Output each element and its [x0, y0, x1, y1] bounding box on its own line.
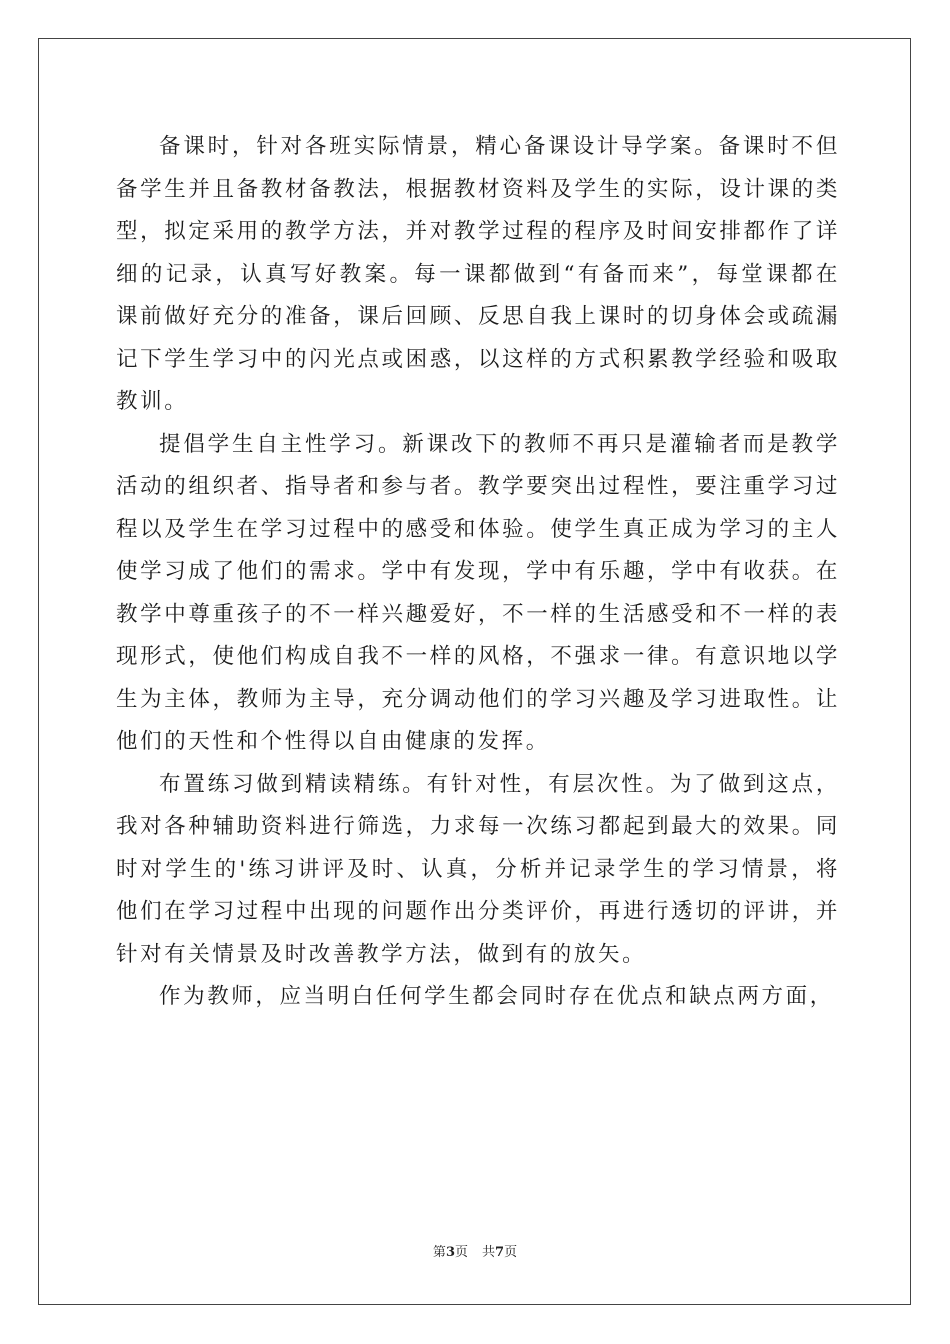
paragraph-exercises: 布置练习做到精读精练。有针对性，有层次性。为了做到这点，我对各种辅助资料进行筛选，力求每一次练习都起到最大的效果。同时对学生的'练习讲评及时、认真，分析并记录学生的学习情景，将他们在学习过程中出现的问题作出分类评价，再进行透切的评讲，并针对有关情景及时改善教学方法，做到有的放矢。	[116, 771, 840, 967]
footer-total-prefix: 共	[482, 1245, 496, 1260]
footer-prefix: 第	[432, 1245, 446, 1260]
paragraph-teacher-attitude: 作为教师，应当明白任何学生都会同时存在优点和缺点两方面，	[159, 984, 834, 1009]
footer-current-page: 3	[445, 1245, 455, 1260]
paragraph-autonomous-learning: 提倡学生自主性学习。新课改下的教师不再只是灌输者而是教学活动的组织者、指导者和参与者。教学要突出过程性，要注重学习过程以及学生在学习过程中的感受和体验。使学生真正成为学习的主人使学习成了他们的需求。学中有发现，学中有乐趣，学中有收获。在教学中尊重孩子的不一样兴趣爱好，不一样的生活感受和不一样的表现形式，使他们构成自我不一样的风格，不强求一律。有意识地以学生为主体，教师为主导，充分调动他们的学习兴趣及学习进取性。让他们的天性和个性得以自由健康的发挥。	[116, 431, 840, 754]
paragraph-lesson-preparation: 备课时，针对各班实际情景，精心备课设计导学案。备课时不但备学生并且备教材备教法，根据教材资料及学生的实际，设计课的类型，拟定采用的教学方法，并对教学过程的程序及时间安排都作了详细的记录，认真写好教案。每一课都做到“有备而来”，每堂课都在课前做好充分的准备，课后回顾、反思自我上课时的切身体会或疏漏记下学生学习中的闪光点或困惑，以这样的方式积累教学经验和吸取教训。	[116, 134, 840, 414]
page-footer	[0, 1241, 950, 1260]
document-body	[116, 126, 840, 1019]
footer-total-pages: 7	[495, 1245, 505, 1260]
footer-total-unit: 页	[504, 1245, 518, 1260]
footer-page-unit: 页	[454, 1245, 468, 1260]
